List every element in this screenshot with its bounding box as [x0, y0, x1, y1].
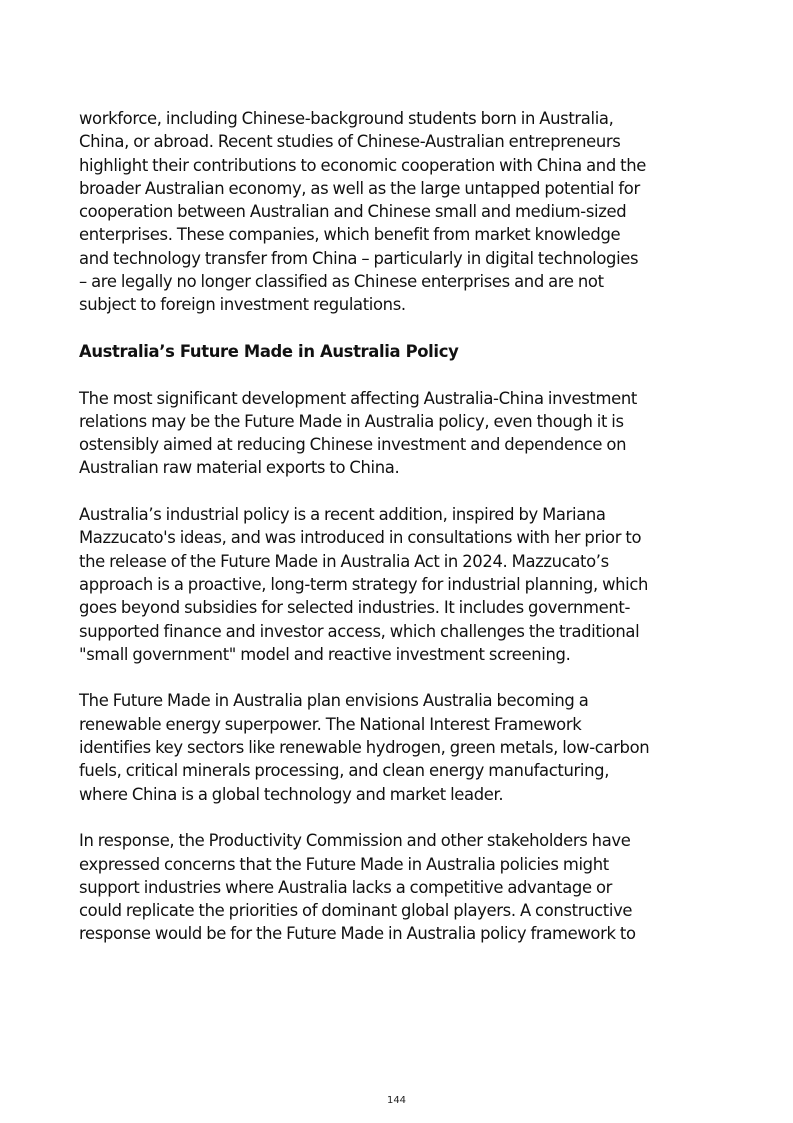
text-line: supported finance and investor access, which challenges the traditional: [79, 621, 640, 641]
text-line: China, or abroad. Recent studies of Chinese-Australian entrepreneurs: [79, 132, 621, 152]
paragraph-productivity-commission: [79, 829, 719, 945]
page-number: 144: [386, 1095, 407, 1106]
text-line: – are legally no longer classified as Chinese enterprises and are not: [79, 272, 604, 292]
text-line: cooperation between Australian and Chinese small and medium-sized: [79, 202, 627, 222]
text-line: subject to foreign investment regulations.: [79, 295, 406, 315]
text-line: ostensibly aimed at reducing Chinese investment and dependence on: [79, 435, 627, 455]
text-line: Mazzucato's ideas, and was introduced in consultations with her prior to: [79, 528, 642, 548]
paragraph-chinese-australian-entrepreneurs: [79, 107, 719, 317]
text-line: the release of the Future Made in Australia Act in 2024. Mazzucato’s: [79, 551, 609, 571]
text-line: could replicate the priorities of dominant global players. A constructive: [79, 901, 633, 921]
text-line: fuels, critical minerals processing, and clean energy manufacturing,: [79, 761, 610, 781]
text-line: Australia’s industrial policy is a recent addition, inspired by Mariana: [79, 505, 606, 525]
text-line: identifies key sectors like renewable hydrogen, green metals, low-carbon: [79, 738, 650, 758]
text-line: approach is a proactive, long-term strategy for industrial planning, which: [79, 574, 649, 594]
text-line: and technology transfer from China – particularly in digital technologies: [79, 248, 639, 268]
paragraph-investment-relations: [79, 387, 719, 480]
text-line: support industries where Australia lacks a competitive advantage or: [79, 877, 613, 897]
text-line: relations may be the Future Made in Australia policy, even though it is: [79, 411, 624, 431]
section-heading: Australia’s Future Made in Australia Policy: [79, 341, 459, 361]
text-line: In response, the Productivity Commission and other stakeholders have: [79, 831, 631, 851]
text-line: broader Australian economy, as well as the large untapped potential for: [79, 178, 640, 198]
text-line: expressed concerns that the Future Made in Australia policies might: [79, 854, 609, 874]
text-line: renewable energy superpower. The National Interest Framework: [79, 714, 582, 734]
text-line: where China is a global technology and market leader.: [79, 784, 504, 804]
text-line: goes beyond subsidies for selected industries. It includes government-: [79, 598, 631, 618]
text-line: workforce, including Chinese-background students born in Australia,: [79, 109, 614, 128]
document-page: [79, 107, 719, 969]
text-line: highlight their contributions to economic cooperation with China and the: [79, 155, 647, 175]
text-line: Australian raw material exports to China.: [79, 458, 400, 478]
paragraph-renewable-superpower: [79, 689, 719, 805]
text-line: "small government" model and reactive investment screening.: [79, 644, 571, 664]
text-line: The most significant development affecting Australia-China investment: [79, 388, 637, 408]
text-line: The Future Made in Australia plan envisions Australia becoming a: [79, 691, 589, 711]
text-line: response would be for the Future Made in Australia policy framework to: [79, 924, 636, 944]
paragraph-industrial-policy: [79, 503, 719, 666]
text-line: enterprises. These companies, which benefit from market knowledge: [79, 225, 621, 245]
